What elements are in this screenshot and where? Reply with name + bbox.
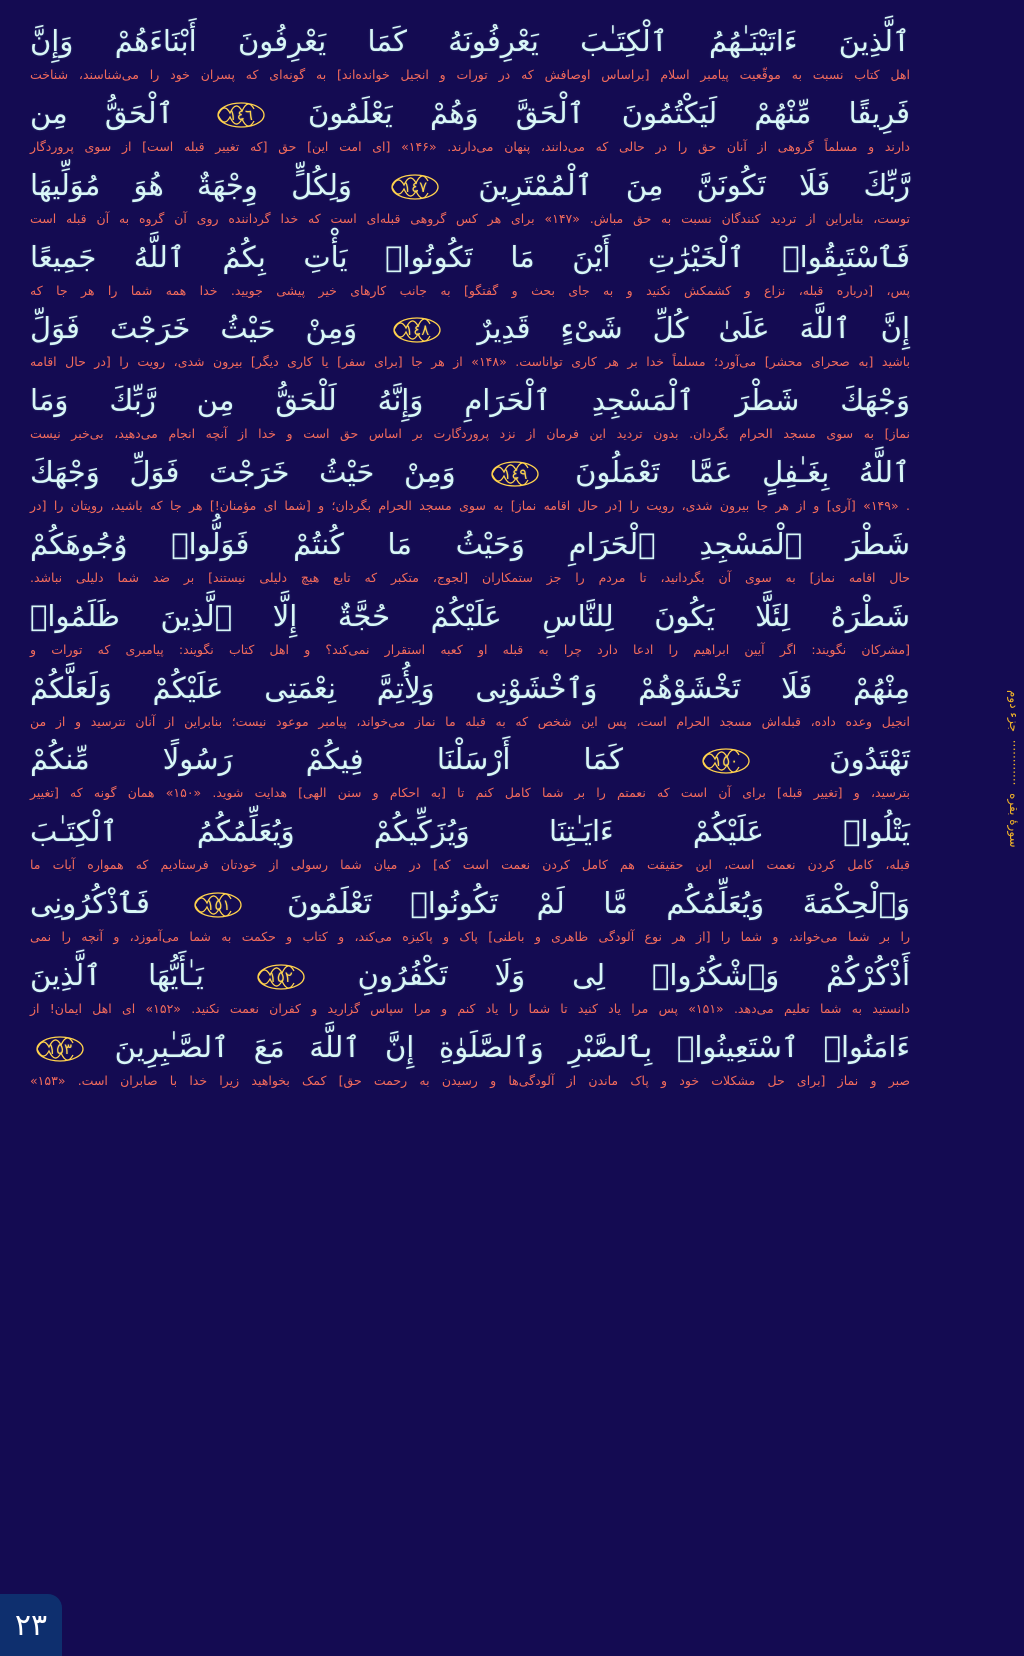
translation-line: حال اقامه نماز] به سوی آن بگردانید، تا مردم را جز ستمکاران [لجوج، متکبر که تابع هیچ دلیلی نیستند] بر ضد شما دلیلی نباشد.	[30, 569, 910, 585]
verse-block	[30, 18, 910, 84]
arabic-segment-tail: وَلِكُلٍّ وِجْهَةٌ هُوَ مُوَلِّيهَا	[30, 167, 352, 202]
translation-line: دانستید به شما تعلیم می‌دهد. «۱۵۱» پس مرا یاد کنید تا شما را یاد کنم و مرا سپاس گزارید و کفران نعمت نکنید. «۱۵۲» ای اهل ایمان! از	[30, 1000, 910, 1016]
arabic-line	[30, 736, 910, 783]
ayah-number: ١٥٣	[47, 1039, 73, 1058]
verse-block	[30, 305, 910, 371]
translation-line: پس، [درباره قبله، نزاع و کشمکش نکنید و به جای بحث و گفتگو] به جانب کارهای خیر پیشی جویید. خدا همه شما را هر جا که	[30, 282, 910, 298]
side-label-separator: ············	[1007, 735, 1021, 790]
ayah-number-marker	[700, 745, 752, 777]
arabic-line	[30, 449, 910, 496]
arabic-segment-tail: وَمِنْ حَيْثُ خَرَجْتَ فَوَلِّ وَجْهَكَ	[30, 455, 456, 490]
verse-block	[30, 162, 910, 228]
verse-block	[30, 1024, 910, 1090]
ayah-number: ١٤٧	[403, 177, 428, 196]
arabic-line	[30, 1024, 910, 1071]
translation-line: نماز] به سوی مسجد الحرام بگردان. بدون تردید این فرمان از نزد پروردگارت بر اساس حق است و خدا از آنچه انجام می‌دهید، بی‌خبر نیست	[30, 426, 910, 442]
ayah-number: ١٥٠	[714, 752, 739, 771]
ayah-number: ١٥١	[206, 895, 231, 914]
ayah-number-marker	[389, 171, 441, 203]
ayah-number-marker	[255, 961, 307, 993]
translation-line: قبله، کامل کردن نعمت است، این حقیقت هم کامل کردن نعمت است که] در میان شما رسولی از خودتان فرستادیم که همواره آیات ما	[30, 857, 910, 873]
ayah-number: ١٤٦	[228, 105, 253, 124]
ayah-number: ١٤٩	[503, 464, 528, 483]
arabic-segment: إِنَّ ٱللَّهَ عَلَىٰ كُلِّ شَىْءٍ قَدِيرٌ	[477, 311, 911, 346]
verse-block	[30, 234, 910, 300]
arabic-line: فَٱسْتَبِقُوا۟ ٱلْخَيْرَٰتِ أَيْنَ مَا تَكُونُوا۟ يَأْتِ بِكُمُ ٱللَّهُ جَمِيعًا	[30, 239, 910, 274]
ayah-number: ١٤٨	[405, 321, 430, 340]
ayah-number-marker	[391, 314, 443, 346]
ayah-number-marker	[34, 1033, 86, 1065]
side-label-juz: جزء دوم	[1007, 690, 1021, 733]
arabic-segment-tail: كَمَا أَرْسَلْنَا فِيكُمْ رَسُولًا مِّنكُمْ	[30, 742, 623, 777]
translation-line: . «۱۴۹» [آری] و از هر جا بیرون شدی، رویت را [در حال اقامه نماز] به سوی مسجد الحرام بگردان؛ و [شما ای مؤمنان!] هر جا که باشید، رویتان را [در	[30, 498, 910, 514]
translation-line: انجیل وعده داده، قبله‌اش مسجد الحرام است، پس این شخص که به قبله ما نماز می‌خواند، پیامبر موعود نیست؛ بنابراین از آنان نترسید و از من	[30, 713, 910, 729]
arabic-segment: تَهْتَدُونَ	[829, 742, 911, 777]
arabic-segment: ءَامَنُوا۟ ٱسْتَعِينُوا۟ بِٱلصَّبْرِ وَٱلصَّلَوٰةِ إِنَّ ٱللَّهَ مَعَ ٱلصَّـٰبِرِينَ	[114, 1029, 910, 1064]
ayah-number-marker	[215, 99, 267, 131]
arabic-line	[30, 305, 910, 352]
verse-block	[30, 593, 910, 659]
verse-block	[30, 521, 910, 587]
verse-block	[30, 449, 910, 515]
verse-block	[30, 90, 910, 156]
verse-block	[30, 665, 910, 731]
arabic-line	[30, 880, 910, 927]
arabic-segment: وَٱلْحِكْمَةَ وَيُعَلِّمُكُم مَّا لَمْ تَكُونُوا۟ تَعْلَمُونَ	[287, 886, 910, 921]
verse-block	[30, 377, 910, 443]
ayah-number-marker	[489, 458, 541, 490]
arabic-segment-tail: فَٱذْكُرُونِى	[30, 886, 150, 921]
side-label-surah: سورۀ بقره	[1007, 793, 1021, 848]
translation-line: صبر و نماز [برای حل مشکلات خود و پاک ماندن از آلودگی‌ها و رسیدن به رحمت حق] کمک بخواهید زیرا خدا با صابران است. «۱۵۳»	[30, 1072, 910, 1088]
arabic-segment: أَذْكُرْكُمْ وَٱشْكُرُوا۟ لِى وَلَا تَكْفُرُونِ	[357, 957, 910, 992]
translation-line: دارند و مسلماً گروهی از آنان حق را در حالی که می‌دانند، پنهان می‌دارند. «۱۴۶» [ای امت این] حق [که تغییر قبله است] از سوی پروردگار	[30, 138, 910, 154]
verse-block	[30, 880, 910, 946]
arabic-segment: ٱللَّهُ بِغَـٰفِلٍ عَمَّا تَعْمَلُونَ	[575, 455, 910, 490]
translation-line: توست، بنابراین از تردید کنندگان نسبت به حق مباش. «۱۴۷» برای هر کس گروهی قبله‌ای است که خدا گرداننده روی آن گروه به آن قبله است	[30, 210, 910, 226]
arabic-line: يَتْلُوا۟ عَلَيْكُمْ ءَايَـٰتِنَا وَيُزَكِّيكُمْ وَيُعَلِّمُكُمُ ٱلْكِتَـٰبَ	[30, 814, 910, 849]
ayah-number: ١٥٢	[268, 967, 293, 986]
ayah-number-marker	[192, 889, 244, 921]
translation-line: [مشرکان نگویند: اگر آیین ابراهیم را ادعا دارد چرا به قبله او کعبه استقرار نمی‌کند؟ و اهل کتاب نگویند: پیامبری که تورات و	[30, 641, 910, 657]
verse-block	[30, 736, 910, 802]
translation-line: باشید [به صحرای محشر] می‌آورد؛ مسلماً خدا بر هر کاری تواناست. «۱۴۸» از هر جا [برای سفر] یا کاری دیگر] بیرون شدی، رویت را [در حال اقامه	[30, 354, 910, 370]
arabic-line: ٱلَّذِينَ ءَاتَيْنَـٰهُمُ ٱلْكِتَـٰبَ يَعْرِفُونَهُ كَمَا يَعْرِفُونَ أَبْنَاءَهُمْ وَإِنَّ	[30, 24, 910, 58]
arabic-line: مِنْهُمْ فَلَا تَخْشَوْهُمْ وَٱخْشَوْنِى وَلِأُتِمَّ نِعْمَتِى عَلَيْكُمْ وَلَعَلَّكُمْ	[30, 670, 910, 705]
arabic-segment-tail: وَمِنْ حَيْثُ خَرَجْتَ فَوَلِّ	[30, 311, 358, 346]
arabic-line: شَطْرَ ٱلْمَسْجِدِ ٱلْحَرَامِ وَحَيْثُ مَا كُنتُمْ فَوَلُّوا۟ وُجُوهَكُمْ	[30, 526, 910, 561]
arabic-segment-tail: يَـٰأَيُّهَا ٱلَّذِينَ	[30, 957, 204, 992]
arabic-line	[30, 952, 910, 999]
arabic-line	[30, 90, 910, 137]
verse-block	[30, 808, 910, 874]
page-number-badge	[0, 1594, 62, 1656]
arabic-segment-tail: ٱلْحَقُّ مِن	[30, 95, 174, 130]
verse-block	[30, 952, 910, 1018]
text-column	[30, 18, 910, 1096]
arabic-segment: فَرِيقًا مِّنْهُمْ لَيَكْتُمُونَ ٱلْحَقَّ وَهُمْ يَعْلَمُونَ	[308, 95, 911, 130]
arabic-line: شَطْرَهُ لِئَلَّا يَكُونَ لِلنَّاسِ عَلَيْكُمْ حُجَّةٌ إِلَّا ٱلَّذِينَ ظَلَمُوا۟	[30, 598, 910, 633]
translation-line: بترسید، و [تغییر قبله] برای آن است که نعمتم را بر شما کامل کنم تا [به احکام و سنن الهی] هدایت شوید. «۱۵۰» همان گونه که [تغییر	[30, 785, 910, 801]
arabic-segment: رَّبِّكَ فَلَا تَكُونَنَّ مِنَ ٱلْمُمْتَرِينَ	[478, 167, 911, 202]
translation-line: اهل کتاب نسبت به موقّعیت پیامبر اسلام [براساس اوصافش که در تورات و انجیل خوانده‌اند] به گونه‌ای که پسران خود را می‌شناسند، شناخت	[30, 66, 910, 82]
arabic-line	[30, 162, 910, 209]
arabic-line: وَجْهَكَ شَطْرَ ٱلْمَسْجِدِ ٱلْحَرَامِ وَإِنَّهُ لَلْحَقُّ مِن رَّبِّكَ وَمَا	[30, 383, 910, 418]
page-number: ٢٣	[14, 1607, 48, 1643]
side-label	[998, 690, 1020, 848]
translation-line: را بر شما می‌خواند، و شما را [از هر نوع آلودگی ظاهری و باطنی] پاک و پاکیزه می‌کند، و کتاب و حکمت به شما می‌آموزد، و آنچه را نمی‌	[30, 929, 910, 945]
